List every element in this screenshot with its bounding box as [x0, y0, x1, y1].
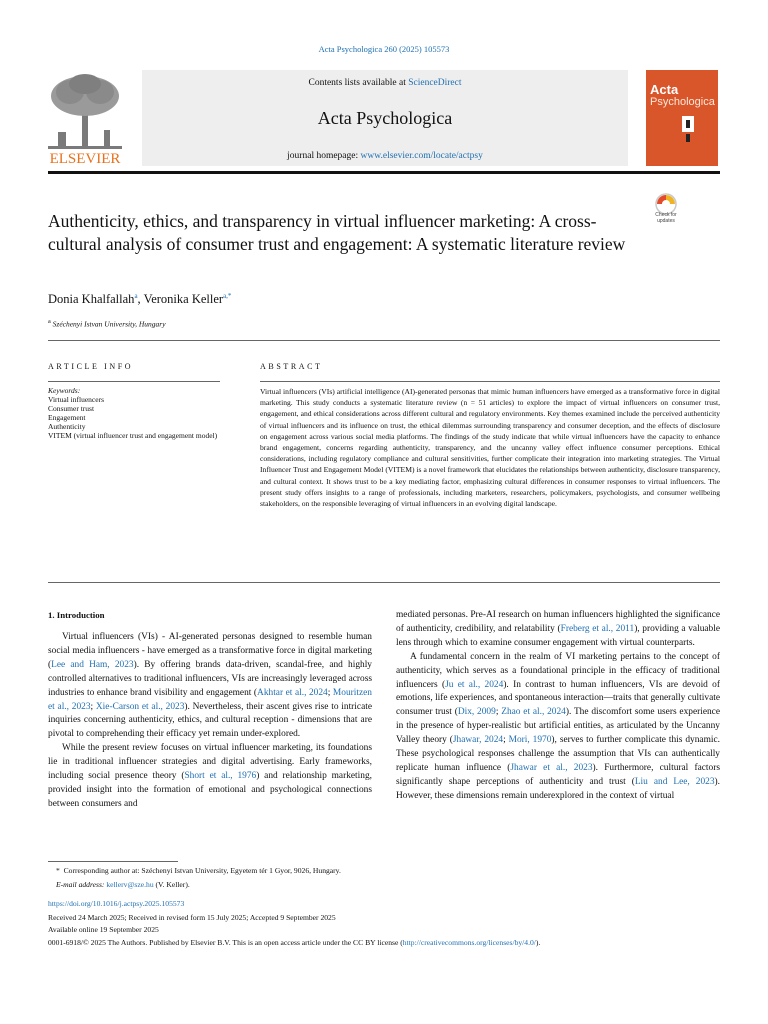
homepage-link[interactable]: www.elsevier.com/locate/actpsy: [360, 151, 483, 161]
header-rule: [48, 171, 720, 174]
citation-link[interactable]: Akhtar et al., 2024: [257, 687, 328, 698]
affiliation: $^a$ Széchenyi Istvan University, Hungary: [48, 318, 166, 329]
citation-link[interactable]: Mouritzen et al., 2023: [48, 687, 372, 712]
keyword: Consumer trust: [48, 404, 95, 413]
author-list: Donia Khalfallah$^a$, Veronika Keller$^{a,*}$: [48, 292, 232, 307]
keywords-list: [48, 386, 220, 440]
contents-line: Contents lists available at ScienceDirect: [308, 78, 462, 88]
citation-link[interactable]: Xie-Carson et al., 2023: [95, 701, 185, 712]
keyword: Authenticity: [48, 422, 86, 431]
article-title: Authenticity, ethics, and transparency in virtual influencer marketing: A cross-cultural analysis of consumer trust and engagement: A systematic literature review: [48, 211, 626, 254]
citation-link[interactable]: Lee and Ham, 2023: [51, 659, 134, 670]
body-column-right: [396, 609, 720, 804]
divider: [48, 381, 220, 382]
divider: [48, 340, 720, 341]
citation-link[interactable]: Jhawar et al., 2023: [510, 762, 593, 773]
available-online-date: Available online 19 September 2025: [48, 925, 159, 934]
received-dates: Received 24 March 2025; Received in revised form 15 July 2025; Accepted 9 September 2025: [48, 913, 336, 922]
author-name: Veronika Keller: [143, 292, 224, 307]
citation-link[interactable]: Short et al., 1976: [184, 771, 257, 782]
author-name: Donia Khalfallah: [48, 292, 135, 307]
license-link[interactable]: http://creativecommons.org/licenses/by/4.0/: [402, 938, 536, 947]
keyword: VITEM (virtual influencer trust and engagement model): [48, 431, 218, 440]
cover-title: Acta: [650, 82, 679, 97]
license-line: 0001-6918/© 2025 The Authors. Published by Elsevier B.V. This is an open access article under the CC BY license (http://creativecommons.org/licenses/by/4.0/).: [48, 938, 541, 947]
citation-link[interactable]: Freberg et al., 2011: [560, 623, 635, 634]
abstract-text: Virtual influencers (VIs) artificial intelligence (AI)-generated personas that mimic human influencers have emerged as a transformative force in digital marketing. This study conducts a systematic literature review (n = 51 articles) to explore the impact of virtual influencers on consumer trust, engagement, and ethical considerations across different cultural and regulatory environments. Key themes examined include the perceived authenticity of virtual influencers and its influence on trust, the ethical dilemmas surrounding transparency and consumer deception, and the effects of disclosure on engagement across various social media platforms. The findings of the study indicate that while virtual influencers have the capacity to enhance brand engagement, concerns regarding authenticity, transparency, and the uncanny valley effect influence consumer perceptions. Ethical considerations, including regulatory compliance and cultural sensitivities, further complicate their integration into marketing strategies. The Virtual Influencer Trust and Engagement Model (VITEM) is a novel framework that elucidates the relationships between authenticity, disclosure transparency, and cultural context. It shows trust to be a key mediating factor, emphasizing cultural differences in consumer responses to virtual influencers. The present study offers insights to a range of professionals, including marketers, researchers, policymakers, psychologists, and consumer wellbeing stakeholders, on the responsible leveraging of virtual influencers in an evolving digital landscape.: [260, 387, 720, 509]
abstract-heading: ABSTRACT: [260, 362, 323, 371]
citation-link[interactable]: Dix, 2009: [457, 707, 496, 718]
homepage-line: journal homepage: www.elsevier.com/locate/actpsy: [287, 151, 483, 161]
cover-subtitle: Psychologica: [650, 96, 715, 108]
paragraph: mediated personas. Pre-AI research on human influencers highlighted the significance of authenticity, credibility, and relatability (Freberg et al., 2011), providing a valuable lens through which to examine consumer engagement with virtual counterparts.: [396, 610, 720, 648]
affiliation-marker[interactable]: a,*: [223, 292, 232, 300]
citation-link[interactable]: Mori, 1970: [508, 735, 552, 746]
paragraph: While the present review focuses on virtual influencer marketing, its foundations lie in traditional influencer strategies and digital advertising. Early frameworks, including social presence theory (Short et al., 1976) and relationship marketing, provided insight into the formation of emotional and psychological connections between consumers and: [48, 743, 372, 809]
paragraph: A fundamental concern in the realm of VI marketing pertains to the concept of authenticity, which serves as a foundational principle in the efficacy of traditional influencers (Ju et al., 2024). In contrast to human influencers, VIs are devoid of emotions, life experiences, and spontaneous interaction—traits that generally cultivate consumer trust (Dix, 2009; Zhao et al., 2024). The discomfort some users experience in the presence of hyper-realistic but artificial entities, as articulated by the Uncanny Valley theory (Jhawar, 2024; Mori, 1970), serves to further complicate this dynamic. These psychological responses challenge the assumption that VIs can authentically replicate human influence (Jhawar et al., 2023). Furthermore, cultural factors significantly shape perceptions of authenticity and trust (Liu and Lee, 2023). However, these dimensions remain underexplored in the context of virtual: [396, 651, 721, 801]
keyword: Engagement: [48, 413, 86, 422]
citation-link[interactable]: Jhawar, 2024: [452, 735, 504, 746]
journal-reference[interactable]: Acta Psychologica 260 (2025) 105573: [318, 44, 450, 54]
email-note: E-mail address: kellerv@sze.hu (V. Keller).: [56, 880, 190, 889]
divider: [48, 582, 720, 583]
keywords-label: Keywords:: [48, 386, 81, 395]
paragraph: Virtual influencers (VIs) - AI-generated personas designed to resemble human social media influencers - have emerged as a transformative force in digital marketing (Lee and Ham, 2023). By offering brands data-driven, scandal-free, and highly controlled alternatives to traditional influencers, VIs are increasingly leveraged across industries to enhance brand visibility and engagement (Akhtar et al., 2024; Mouritzen et al., 2023; Xie-Carson et al., 2023). Nevertheless, their ascent gives rise to intricate inquiries concerning authenticity, ethics, and cultural reception - dimensions that are pivotal to comprehending their efficacy yet remain under-explored.: [48, 632, 372, 740]
svg-text:ELSEVIER: ELSEVIER: [49, 151, 121, 166]
divider: [260, 381, 720, 382]
email-link[interactable]: kellerv@sze.hu: [106, 880, 154, 889]
citation-link[interactable]: Liu and Lee, 2023: [634, 776, 715, 787]
doi-link[interactable]: https://doi.org/10.1016/j.actpsy.2025.105573: [48, 899, 185, 908]
affiliation-marker[interactable]: a: [134, 292, 138, 300]
check-updates-label: Check for updates: [655, 212, 677, 224]
journal-name: Acta Psychologica: [317, 108, 453, 128]
corresponding-author-note: * Corresponding author at: Széchenyi Istvan University, Egyetem tér 1 Gyor, 9026, Hungary.: [56, 866, 341, 875]
keyword: Virtual influencers: [48, 395, 104, 404]
elsevier-logo: [40, 70, 130, 166]
sciencedirect-link[interactable]: ScienceDirect: [408, 78, 462, 88]
body-column-left: [48, 631, 372, 812]
footnote-rule: [48, 861, 178, 862]
citation-link[interactable]: Zhao et al., 2024: [501, 707, 566, 718]
citation-link[interactable]: Ju et al., 2024: [445, 679, 504, 690]
article-info-heading: ARTICLE INFO: [48, 362, 134, 371]
section-heading: 1. Introduction: [48, 610, 105, 620]
